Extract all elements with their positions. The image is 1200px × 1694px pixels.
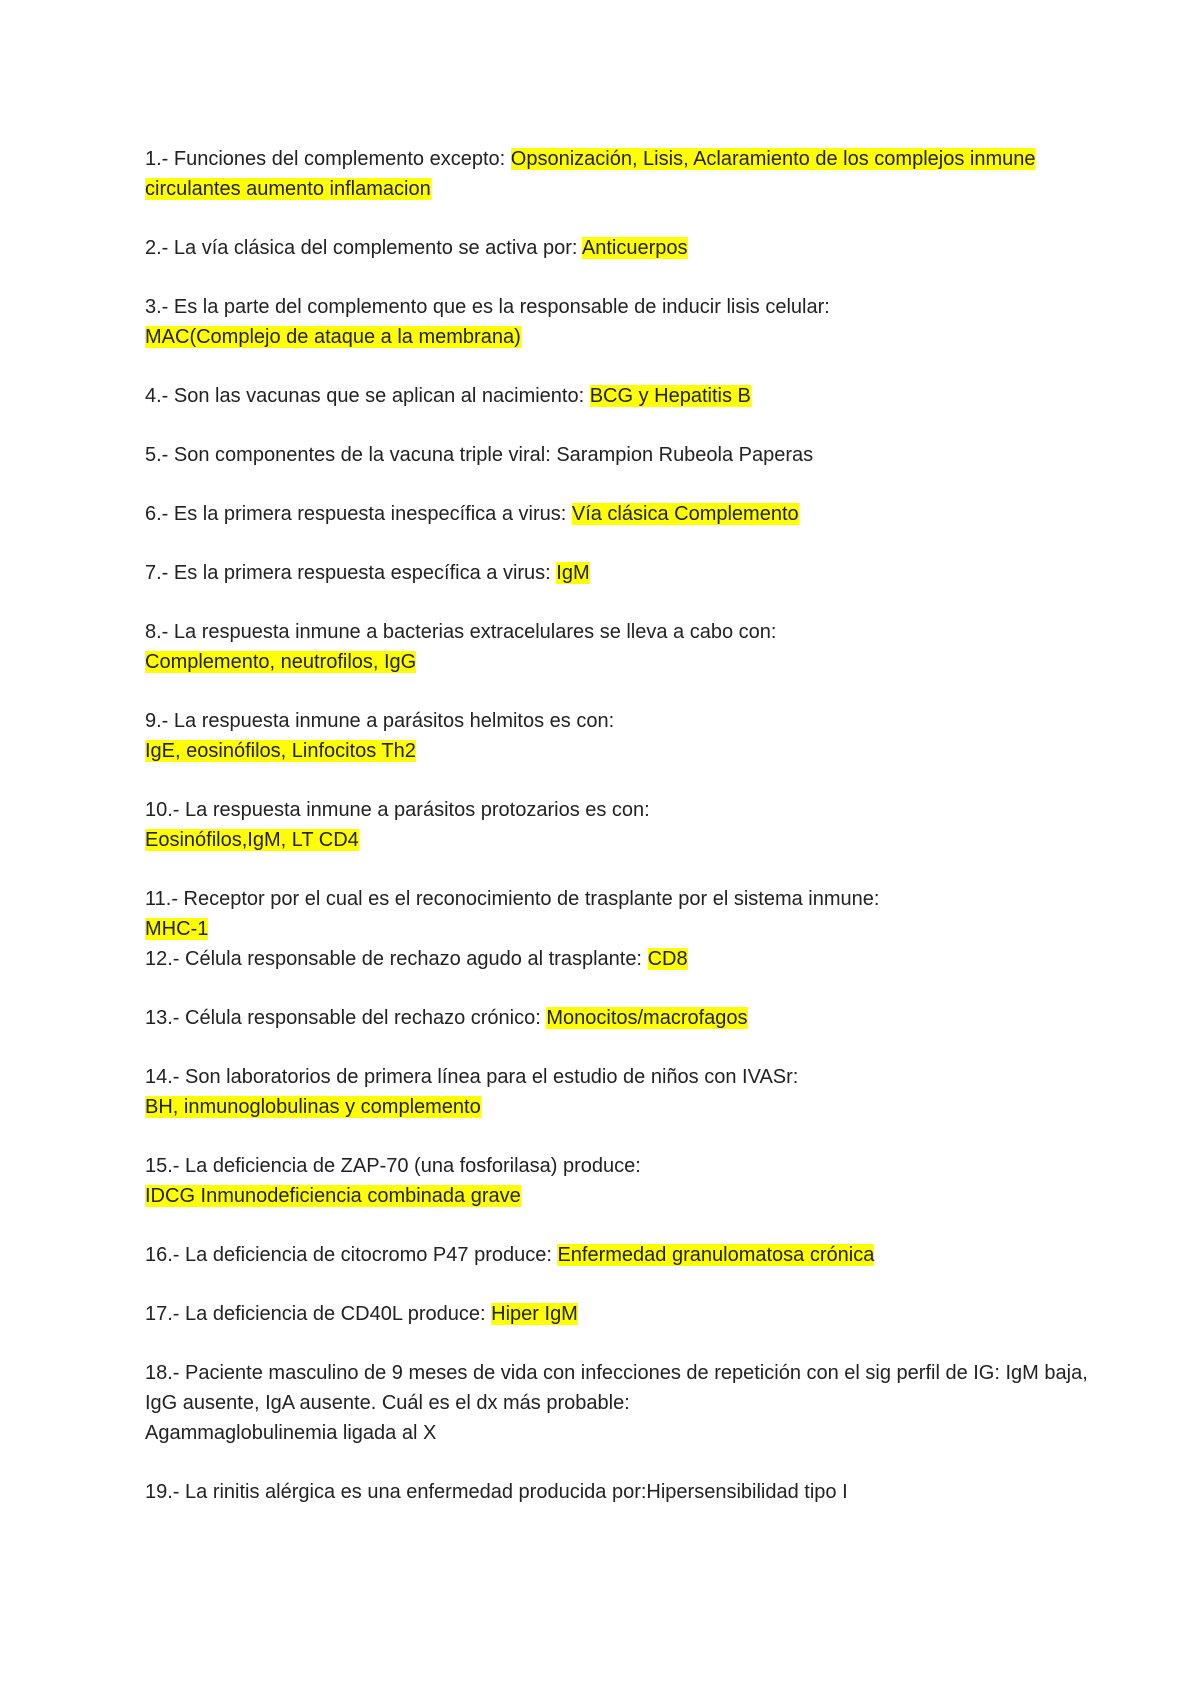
answer-highlight: Anticuerpos (581, 237, 688, 259)
question-text: 8.- La respuesta inmune a bacterias extracelulares se lleva a cabo con: (145, 621, 777, 643)
question-4 (145, 381, 1090, 411)
question-text: 15.- La deficiencia de ZAP-70 (una fosforilasa) produce: (145, 1155, 641, 1177)
answer-highlight: IDCG Inmunodeficiencia combinada grave (145, 1185, 521, 1207)
question-17 (145, 1299, 1090, 1329)
answer-highlight: Hiper IgM (491, 1303, 578, 1325)
question-text: 10.- La respuesta inmune a parásitos protozarios es con: (145, 799, 650, 821)
question-14 (145, 1062, 1090, 1122)
question-1 (145, 144, 1090, 204)
answer-highlight: Enfermedad granulomatosa crónica (557, 1244, 875, 1266)
question-12 (145, 944, 1090, 974)
question-text: 4.- Son las vacunas que se aplican al nacimiento: (145, 385, 590, 407)
answer-highlight: BCG y Hepatitis B (589, 385, 751, 407)
question-text: 5.- Son componentes de la vacuna triple viral: (145, 444, 557, 466)
question-10 (145, 795, 1090, 855)
question-5 (145, 440, 1090, 470)
answer-highlight: MAC(Complejo de ataque a la membrana) (145, 326, 521, 348)
question-7 (145, 558, 1090, 588)
answer-text: Agammaglobulinemia ligada al X (145, 1422, 437, 1444)
question-3 (145, 292, 1090, 352)
answer-highlight: Vía clásica Complemento (571, 503, 799, 525)
answer-highlight: MHC-1 (145, 918, 209, 940)
question-text: 2.- La vía clásica del complemento se activa por: (145, 237, 582, 259)
question-11 (145, 884, 1090, 944)
answer-text: Sarampion Rubeola Paperas (556, 444, 814, 466)
answer-highlight: IgM (556, 562, 590, 584)
answer-text: Hipersensibilidad tipo I (646, 1481, 848, 1503)
answer-highlight: IgE, eosinófilos, Linfocitos Th2 (145, 740, 416, 762)
question-19 (145, 1477, 1090, 1507)
answer-highlight: Eosinófilos,IgM, LT CD4 (145, 829, 359, 851)
question-text: 6.- Es la primera respuesta inespecífica a virus: (145, 503, 572, 525)
question-text: 19.- La rinitis alérgica es una enfermedad producida por: (145, 1481, 647, 1503)
answer-highlight: CD8 (647, 948, 688, 970)
question-18 (145, 1358, 1090, 1448)
answer-highlight: Monocitos/macrofagos (546, 1007, 748, 1029)
question-16 (145, 1240, 1090, 1270)
question-text: 13.- Célula responsable del rechazo crónico: (145, 1007, 547, 1029)
question-text: 1.- Funciones del complemento excepto: (145, 148, 511, 170)
question-text: 12.- Célula responsable de rechazo agudo al trasplante: (145, 948, 648, 970)
question-text: 3.- Es la parte del complemento que es la responsable de inducir lisis celular: (145, 296, 830, 318)
question-15 (145, 1151, 1090, 1211)
question-text: 17.- La deficiencia de CD40L produce: (145, 1303, 492, 1325)
question-text: 18.- Paciente masculino de 9 meses de vida con infecciones de repetición con el sig perfil de IG: IgM baja, IgG ausente, IgA ausente. Cuál es el dx más probable: (145, 1362, 1088, 1414)
question-text: 11.- Receptor por el cual es el reconocimiento de trasplante por el sistema inmune: (145, 888, 880, 910)
question-8 (145, 617, 1090, 677)
question-6 (145, 499, 1090, 529)
answer-highlight: Opsonización, Lisis, Aclaramiento de los complejos inmune circulantes aumento inflamacion (145, 148, 1036, 200)
question-13 (145, 1003, 1090, 1033)
question-text: 16.- La deficiencia de citocromo P47 produce: (145, 1244, 558, 1266)
answer-highlight: Complemento, neutrofilos, IgG (145, 651, 417, 673)
question-text: 14.- Son laboratorios de primera línea para el estudio de niños con IVASr: (145, 1066, 799, 1088)
question-2 (145, 233, 1090, 263)
question-text: 7.- Es la primera respuesta específica a virus: (145, 562, 557, 584)
question-text: 9.- La respuesta inmune a parásitos helmitos es con: (145, 710, 615, 732)
answer-highlight: BH, inmunoglobulinas y complemento (145, 1096, 481, 1118)
question-9 (145, 706, 1090, 766)
